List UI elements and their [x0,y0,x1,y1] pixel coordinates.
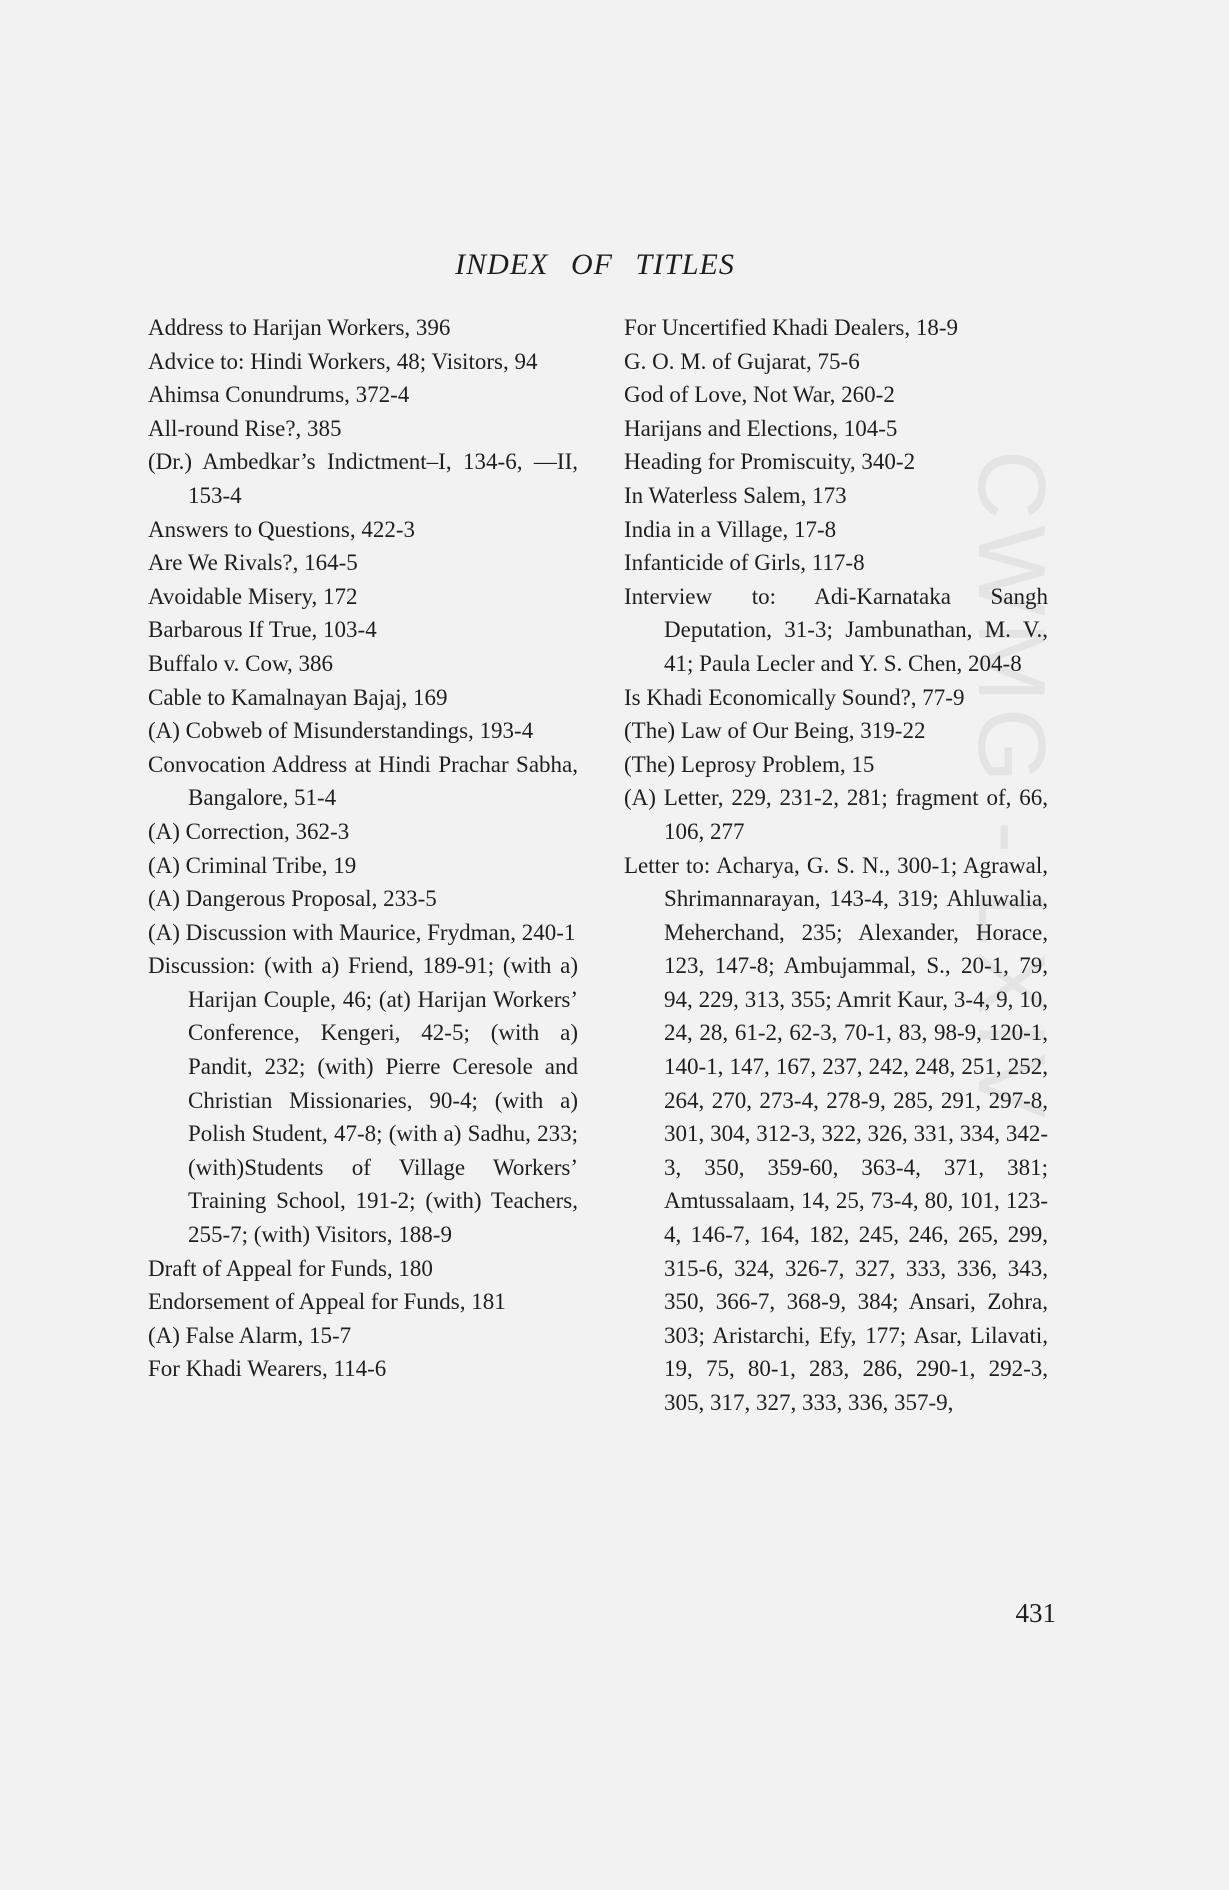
index-entry: Letter to: Acharya, G. S. N., 300-1; Agrawal, Shrimannarayan, 143-4, 319; Ahluwalia, Meherchand, 235; Alexander, Horace, 123, 147-8; Ambujammal, S., 20-1, 79, 94, 229, 313, 355; Amrit Kaur, 3-4, 9, 10, 24, 28, 61-2, 62-3, 70-1, 83, 98-9, 120-1, 140-1, 147, 167, 237, 242, 248, 251, 252, 264, 270, 273-4, 278-9, 285, 291, 297-8, 301, 304, 312-3, 322, 326, 331, 334, 342-3, 350, 359-60, 363-4, 371, 381; Amtussalaam, 14, 25, 73-4, 80, 101, 123-4, 146-7, 164, 182, 245, 246, 265, 299, 315-6, 324, 326-7, 327, 333, 336, 343, 350, 366-7, 368-9, 384; Ansari, Zohra, 303; Aristarchi, Efy, 177; Asar, Lilavati, 19, 75, 80-1, 283, 286, 290-1, 292-3, 305, 317, 327, 333, 336, 357-9, [624,852,1048,1415]
index-column-right [624,311,1048,1420]
index-entry: (A) Dangerous Proposal, 233-5 [148,886,437,912]
index-entry: Buffalo v. Cow, 386 [148,650,334,676]
index-entry: Barbarous If True, 103-4 [148,617,377,643]
index-entry: Advice to: Hindi Workers, 48; Visitors, 94 [148,348,538,374]
index-entry: (A) Cobweb of Misunderstandings, 193-4 [148,718,534,744]
watermark-text: CWMG - LXIV [958,450,1065,1125]
index-entry: Answers to Questions, 422-3 [148,516,416,542]
index-entry: God of Love, Not War, 260-2 [624,382,895,408]
page-title: INDEX OF TITLES [455,248,735,281]
index-entry: India in a Village, 17-8 [624,516,837,542]
index-entry: (A) Discussion with Maurice, Frydman, 240-1 [148,919,576,945]
index-entry: Avoidable Misery, 172 [148,583,358,609]
index-entry: Address to Harijan Workers, 396 [148,315,451,340]
index-entry: (A) Criminal Tribe, 19 [148,852,357,878]
index-entry: All-round Rise?, 385 [148,415,342,441]
index-entry: Infanticide of Girls, 117-8 [624,550,865,576]
index-entry: Heading for Promiscuity, 340-2 [624,449,916,475]
index-entry: Ahimsa Conundrums, 372-4 [148,382,410,408]
index-entry: Draft of Appeal for Funds, 180 [148,1255,433,1281]
index-entry: Is Khadi Economically Sound?, 77-9 [624,684,965,710]
index-entry: Harijans and Elections, 104-5 [624,415,898,441]
index-entry: Cable to Kamalnayan Bajaj, 169 [148,684,448,710]
index-entry: For Khadi Wearers, 114-6 [148,1356,387,1382]
page-number: 431 [1015,1598,1056,1628]
index-column-left [148,311,578,1386]
index-entry: Convocation Address at Hindi Prachar Sabha, Bangalore, 51-4 [148,751,578,811]
index-entry: For Uncertified Khadi Dealers, 18-9 [624,315,959,340]
index-entry: Endorsement of Appeal for Funds, 181 [148,1289,506,1315]
index-entry: Interview to: Adi-Karnataka Sangh Deputation, 31-3; Jambunathan, M. V., 41; Paula Lecler and Y. S. Chen, 204-8 [624,583,1048,676]
index-entry: G. O. M. of Gujarat, 75-6 [624,348,860,374]
index-entry: Discussion: (with a) Friend, 189-91; (with a) Harijan Couple, 46; (at) Harijan Workers’ Conference, Kengeri, 42-5; (with a) Pandit, 232; (with) Pierre Ceresole and Christian Missionaries, 90-4; (with a) Polish Student, 47-8; (with a) Sadhu, 233; (with)Students of Village Workers’ Training School, 191-2; (with) Teachers, 255-7; (with) Visitors, 188-9 [148,953,578,1248]
index-entry: (The) Law of Our Being, 319-22 [624,718,926,744]
index-entry: (Dr.) Ambedkar’s Indictment–I, 134-6, —II, 153-4 [148,449,578,508]
index-entry: (A) Correction, 362-3 [148,818,350,844]
index-entry: (The) Leprosy Problem, 15 [624,751,875,777]
index-entry: In Waterless Salem, 173 [624,482,847,508]
index-entry: Are We Rivals?, 164-5 [148,550,358,576]
index-entry: (A) False Alarm, 15-7 [148,1322,352,1348]
index-entry: (A) Letter, 229, 231-2, 281; fragment of, 66, 106, 277 [624,785,1048,844]
